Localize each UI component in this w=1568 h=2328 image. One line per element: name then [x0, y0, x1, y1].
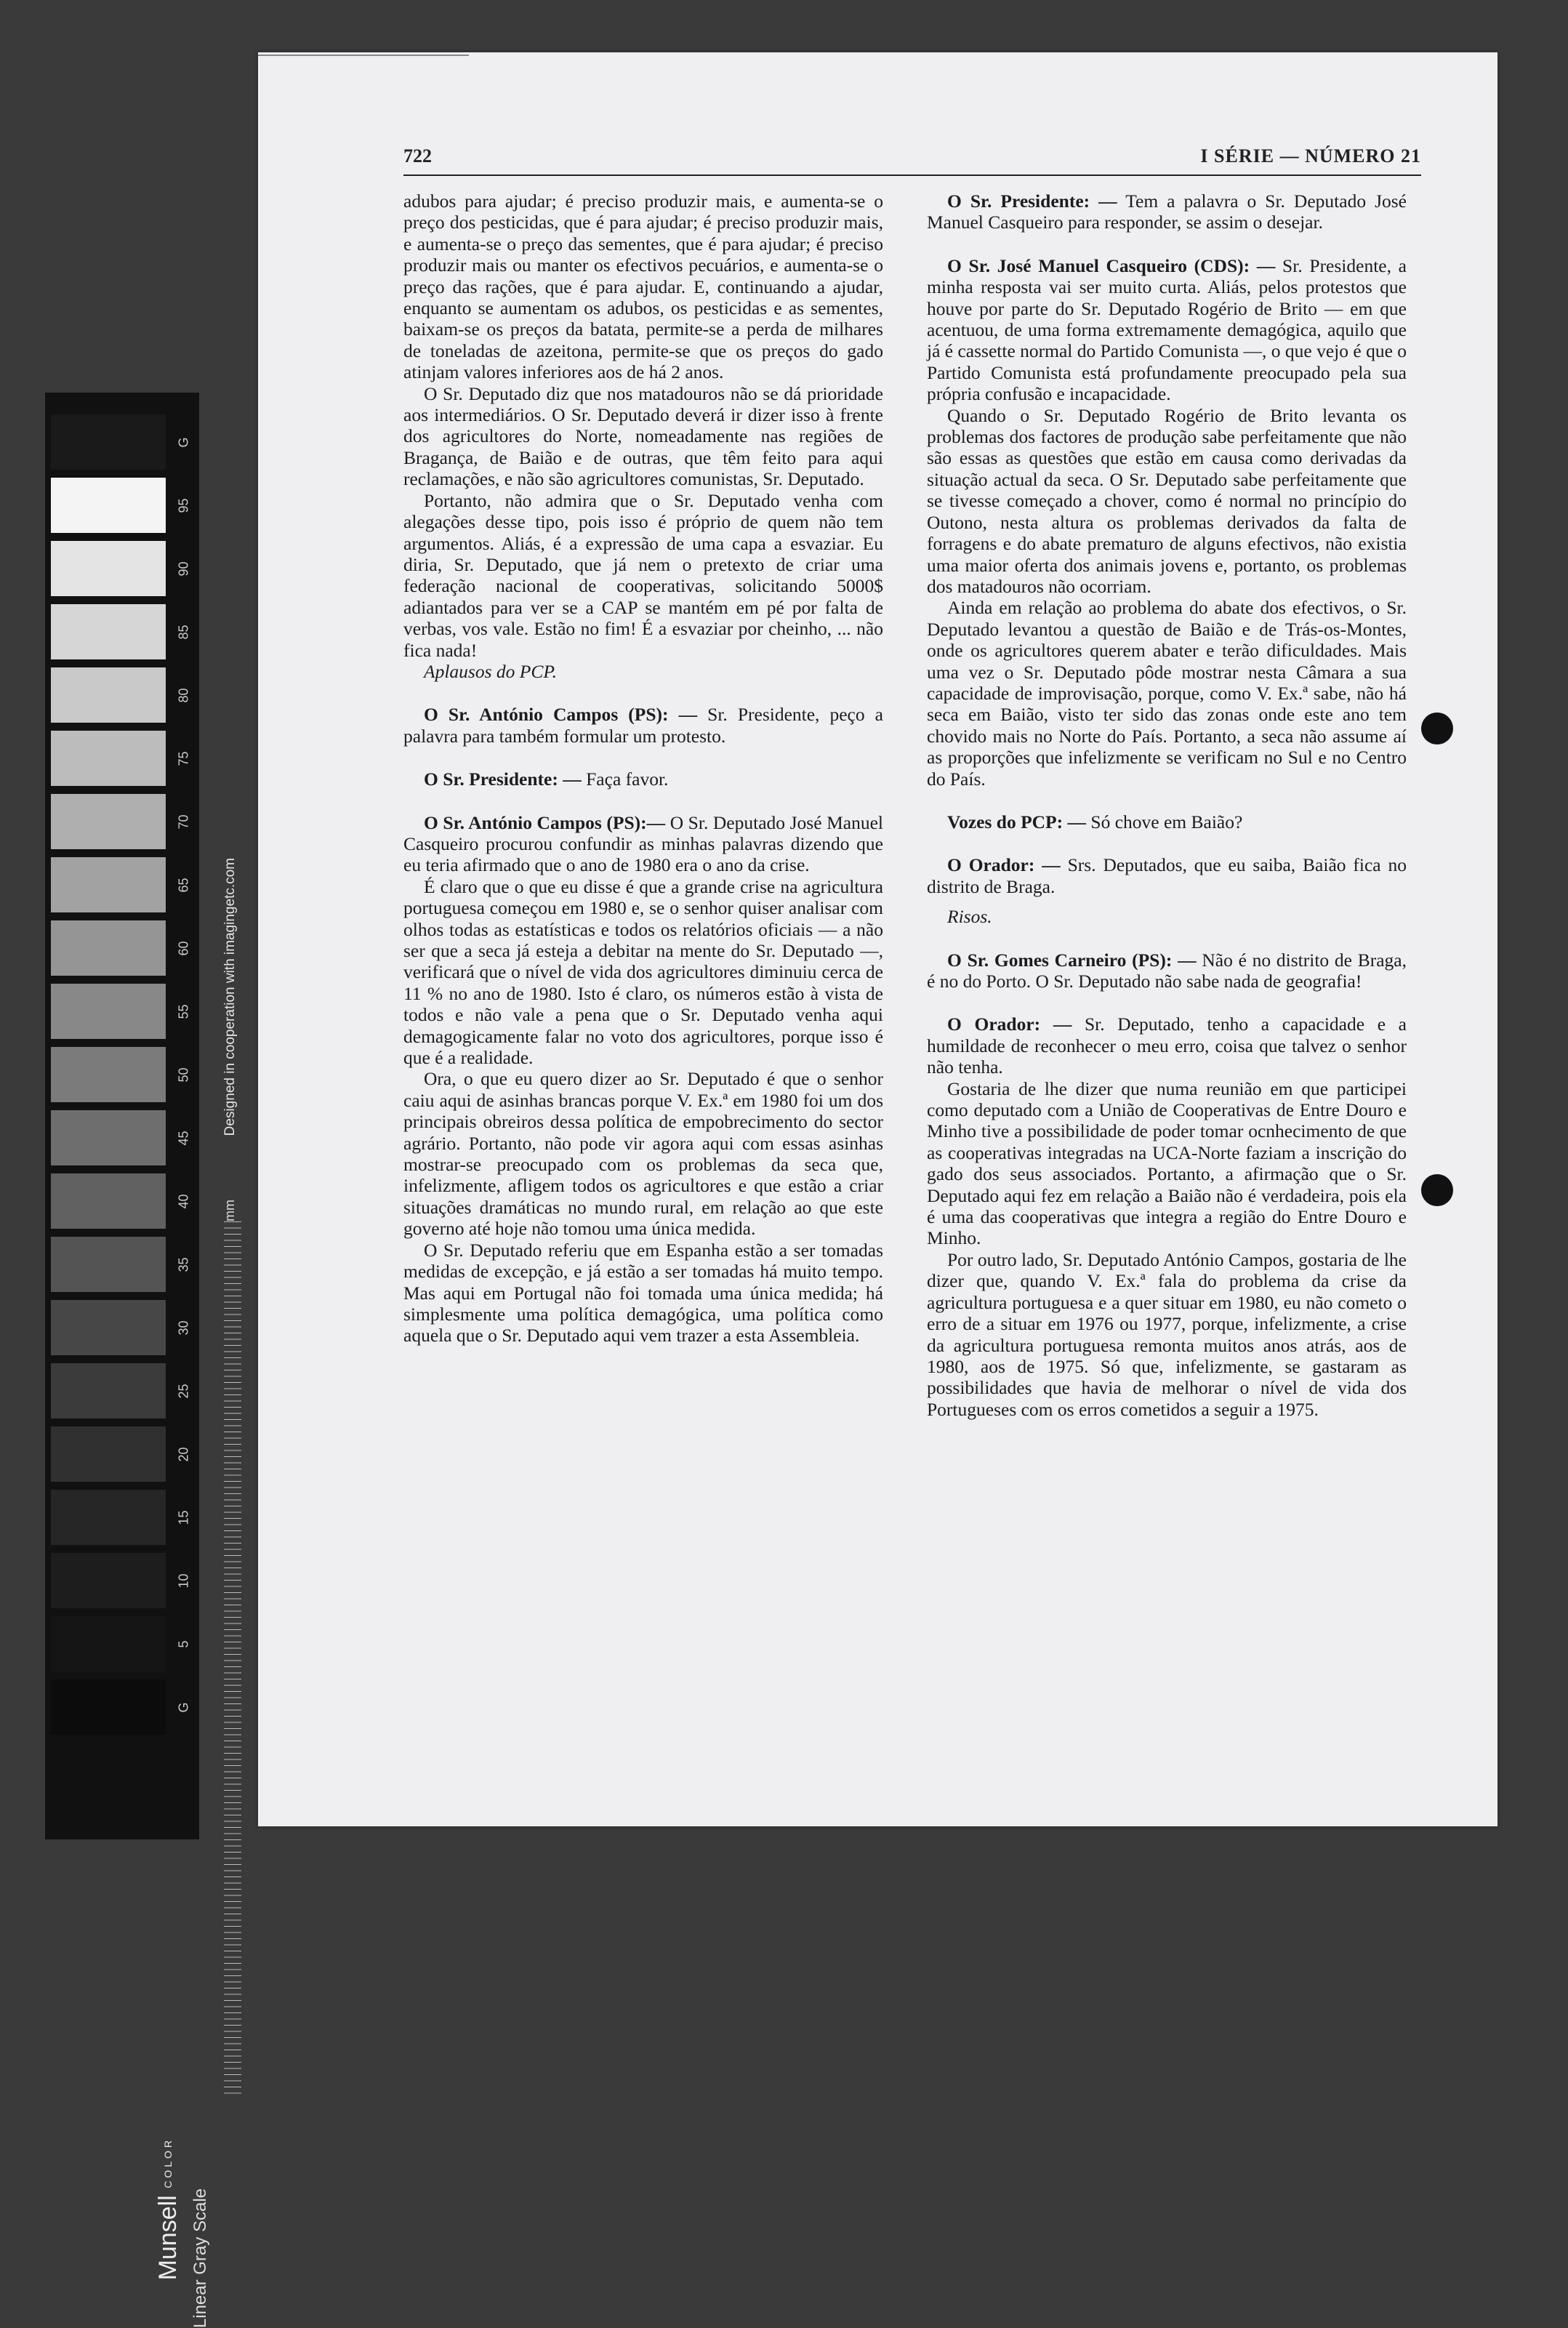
speech: O Orador: — Srs. Deputados, que eu saiba, Baião fica no distrito de Braga. — [927, 854, 1407, 897]
punch-hole — [1421, 1174, 1453, 1206]
gray-patch-label: 60 — [176, 941, 191, 956]
gray-patch — [51, 1553, 166, 1608]
paragraph: Ora, o que eu quero dizer ao Sr. Deputado é que o senhor caiu aqui de asinhas brancas porque V. Ex.ª em 1980 foi um dos principais obreiros dessa política de empobrecimento do sector agrário. Portanto, não pode vir agora aqui com essas asinhas mostrar-se preocupado com os problemas da seca que, infelizmente, afligem todos os agricultores e que estão a criar situações dramáticas no mundo rural, em relação ao que este governo até hoje não tomou uma única medida. — [403, 1068, 883, 1240]
gray-patch-label: 40 — [176, 1194, 191, 1209]
gray-patch-label: 85 — [176, 625, 191, 640]
gray-patch — [51, 414, 166, 470]
gray-patch — [51, 1363, 166, 1418]
gray-patch-label: 15 — [176, 1510, 191, 1525]
gray-patch — [51, 1110, 166, 1165]
gray-patch-label: G — [176, 1702, 191, 1713]
speech: O Orador: — Sr. Deputado, tenho a capacidade e a humildade de reconhecer o meu erro, coisa que talvez o senhor não tenha. — [927, 1014, 1407, 1078]
scale-unit: mm — [222, 1200, 237, 1221]
gray-patch-label: 95 — [176, 498, 191, 513]
speaker: O Orador: — — [947, 1014, 1072, 1035]
paragraph: Portanto, não admira que o Sr. Deputado venha com alegações desse tipo, pois isso é próprio de quem não tem argumentos. Aliás, é a expressão de uma capa a esvaziar. Eu diria, Sr. Deputado, que já nem o pretexto de criar uma federação nacional de cooperativas, solicitando 5000$ adiantados para ver se a CAP se mantém em pé por falta de verbas, vos vale. Estão no fim! É a esvaziar por cheinho, ... não fica nada! — [403, 489, 883, 661]
gray-patch-label: 90 — [176, 561, 191, 577]
gray-patch — [51, 478, 166, 533]
top-rule — [258, 55, 469, 56]
speaker: O Sr. António Campos (PS): — — [424, 704, 698, 726]
brand-name: Munsell — [154, 2195, 182, 2281]
scale-credit: Designed in cooperation with imagingetc.com — [222, 858, 238, 1136]
speaker: Vozes do PCP: — — [947, 811, 1087, 832]
speaker: O Sr. José Manuel Casqueiro (CDS): — — [947, 254, 1276, 276]
paragraph: adubos para ajudar; é preciso produzir mais, e aumenta-se o preço dos pesticidas, que é para ajudar; é preciso produzir mais, e aumenta-se o preço das sementes, que é para ajudar; é preciso produzir mais ou manter os efectivos pecuários, e aumenta-se o preço das rações, que é para ajudar. E, continuando a ajudar, enquanto se aumentam os adubos, os pesticidas e as sementes, baixam-se os preços da batata, permite-se a perda de milhares de toneladas de azeitona, permite-se que os preços do gado atinjam valores inferiores aos de há 2 anos. — [403, 190, 883, 383]
gray-patch-label: G — [176, 437, 191, 448]
left-column — [403, 190, 883, 1346]
series-label: I SÉRIE — NÚMERO 21 — [1200, 145, 1421, 166]
gray-patch-label: 35 — [176, 1257, 191, 1272]
paragraph: Por outro lado, Sr. Deputado António Campos, gostaria de lhe dizer que, quando V. Ex.ª fala do problema da crise da agricultura portuguesa e a quer situar em 1980, eu não cometo o erro de a situar em 1976 ou 1977, porque, infelizmente, a crise da agricultura portuguesa remonta muitos anos atrás, aos de 1980, aos de 1975. Só que, infelizmente, se gastaram as possibilidades que havia de melhorar o nível de vida dos Portugueses com os erros cometidos a seguir a 1975. — [927, 1248, 1407, 1420]
gray-patch-label: 55 — [176, 1004, 191, 1019]
gray-patch-label: 75 — [176, 751, 191, 766]
gray-patch — [51, 667, 166, 723]
stage-direction: Aplausos do PCP. — [424, 660, 558, 682]
gray-patch — [51, 1047, 166, 1102]
paragraph: Quando o Sr. Deputado Rogério de Brito levanta os problemas dos factores de produção sabe perfeitamente que não são essas as questões que estão em causa como derivadas da situação actual da seca. O Sr. Deputado sabe perfeitamente que se tivesse começado a chover, como é normal no princípio do Outono, nesta altura os problemas derivados da falta de forragens e do abate prematuro de alguns efectivos, não existia uma maior oferta dos animais jovens e, portanto, os problemas dos matadouros não ocorriam. — [927, 404, 1407, 597]
scale-title: Linear Gray Scale — [190, 2188, 210, 2328]
paragraph: O Sr. Deputado referiu que em Espanha estão a ser tomadas medidas de excepção, e já estão a ser tomadas há muito tempo. Mas aqui em Portugal não foi tomada uma única medida; há simplesmente uma política demagógica, uma política como aquela que o Sr. Deputado aqui vem trazer a esta Assembleia. — [403, 1239, 883, 1346]
speech: O Sr. Presidente: — Tem a palavra o Sr. Deputado José Manuel Casqueiro para responder, se assim o desejar. — [927, 190, 1407, 233]
gray-patch-label: 65 — [176, 878, 191, 893]
gray-patch — [51, 1490, 166, 1545]
gray-patch — [51, 731, 166, 786]
gray-patch-label: 30 — [176, 1320, 191, 1336]
gray-patch-label: 50 — [176, 1067, 191, 1083]
gray-patch — [51, 794, 166, 849]
paragraph: É claro que o que eu disse é que a grande crise na agricultura portuguesa começou em 1980 e, se o senhor quiser analisar com olhos todas as estatísticas e todos os relatórios oficiais — a não ser que a seca já esteja a debitar na mente do Sr. Deputado —, verificará que o nível de vida dos agricultores diminuiu cerca de 11 % no ano de 1980. Isto é claro, os números estão à vista de todos e não vale a pena que o Sr. Deputado venha aqui demagogicamente falar no voto dos agricultores, porque isso é que é a realidade. — [403, 875, 883, 1069]
stage-direction: Risos. — [947, 906, 992, 928]
gray-patch — [51, 1237, 166, 1292]
gray-patch-label: 80 — [176, 688, 191, 703]
speech: O Sr. António Campos (PS): — Sr. Presidente, peço a palavra para também formular um protesto. — [403, 704, 883, 747]
speech: O Sr. António Campos (PS):— O Sr. Deputado José Manuel Casqueiro procurou confundir as minhas palavras dizendo que eu teria afirmado que o ano de 1980 era o ano da crise. — [403, 811, 883, 876]
page-number: 722 — [403, 145, 432, 166]
gray-patch — [51, 1679, 166, 1735]
paragraph: O Sr. Deputado diz que nos matadouros não se dá prioridade aos intermediários. O Sr. Deputado deverá ir dizer isso à frente dos agricultores do Norte, nomeadamente nas regiões de Bragança, de Baião e de outras, que têm feito para aqui reclamações, e não são agricultores comunistas, Sr. Deputado. — [403, 382, 883, 490]
gray-patch — [51, 857, 166, 912]
paragraph: Ainda em relação ao problema do abate dos efectivos, o Sr. Deputado levantou a questão de Baião e de Trás-os-Montes, onde os agricultores querem abater e terão dificuldades. Mais uma vez o Sr. Deputado pôde mostrar nesta Câmara a sua capacidade de improvisação, porque, como V. Ex.ª sabe, não há seca em Baião, visto ter sido das zonas onde este ano tem chovido mais no Norte do País. Portanto, a seca não assume aí as proporções que infelizmente se verificam no Sul e no Centro do País. — [927, 597, 1407, 790]
right-column — [927, 190, 1407, 1420]
gray-patch — [51, 1616, 166, 1671]
speaker: O Orador: — — [947, 854, 1061, 876]
gray-patch-label: 70 — [176, 814, 191, 830]
document-page — [258, 52, 1497, 1826]
gray-scale-card — [45, 393, 238, 2328]
gray-patch-label: 5 — [176, 1640, 191, 1648]
speech: O Sr. Gomes Carneiro (PS): — Não é no distrito de Braga, é no do Porto. O Sr. Deputado não sabe nada de geografia! — [927, 949, 1407, 992]
gray-patch-label: 25 — [176, 1384, 191, 1399]
gray-patch — [51, 1426, 166, 1482]
scale-brand — [154, 2138, 182, 2280]
speaker: O Sr. Presidente: — — [947, 190, 1117, 212]
gray-patch — [51, 920, 166, 976]
page-header — [403, 145, 1421, 176]
gray-patch — [51, 984, 166, 1039]
gray-patch — [51, 541, 166, 596]
gray-patch-label: 10 — [176, 1573, 191, 1589]
mm-ruler — [224, 1221, 241, 2094]
speech: O Sr. José Manuel Casqueiro (CDS): — Sr. Presidente, a minha resposta vai ser muito curta. Aliás, pelos protestos que houve por parte do Sr. Deputado Rogério de Brito — em que acentuou, de uma forma extremamente demagógica, aquilo que já é cassette normal do Partido Comunista —, o que vejo é que o Partido Comunista está profundamente preocupado pela sua própria confusão e incapacidade. — [927, 254, 1407, 405]
gray-patch — [51, 1300, 166, 1355]
speech: Vozes do PCP: — Só chove em Baião? — [947, 811, 1243, 832]
brand-sub: COLOR — [162, 2138, 174, 2188]
speaker: O Sr. Presidente: — — [424, 768, 582, 790]
speaker: O Sr. António Campos (PS):— — [424, 811, 666, 833]
speech: O Sr. Presidente: — Faça favor. — [424, 768, 669, 790]
gray-patch — [51, 604, 166, 659]
speaker: O Sr. Gomes Carneiro (PS): — — [947, 949, 1197, 971]
paragraph: Gostaria de lhe dizer que numa reunião em que participei como deputado com a União de Cooperativas de Entre Douro e Minho tive a possibilidade de poder tomar ocnhecimento de que as cooperativas integradas na UCA-Norte faziam a inscrição do gado dos seus associados. Portanto, a afirmação que o Sr. Deputado aqui fez em relação a Baião não é verdadeira, pois ela é uma das cooperativas que integra a região do Entre Douro e Minho. — [927, 1077, 1407, 1249]
gray-patch-label: 45 — [176, 1131, 191, 1146]
punch-hole — [1421, 713, 1453, 744]
gray-patch-label: 20 — [176, 1447, 191, 1462]
gray-patch — [51, 1173, 166, 1229]
